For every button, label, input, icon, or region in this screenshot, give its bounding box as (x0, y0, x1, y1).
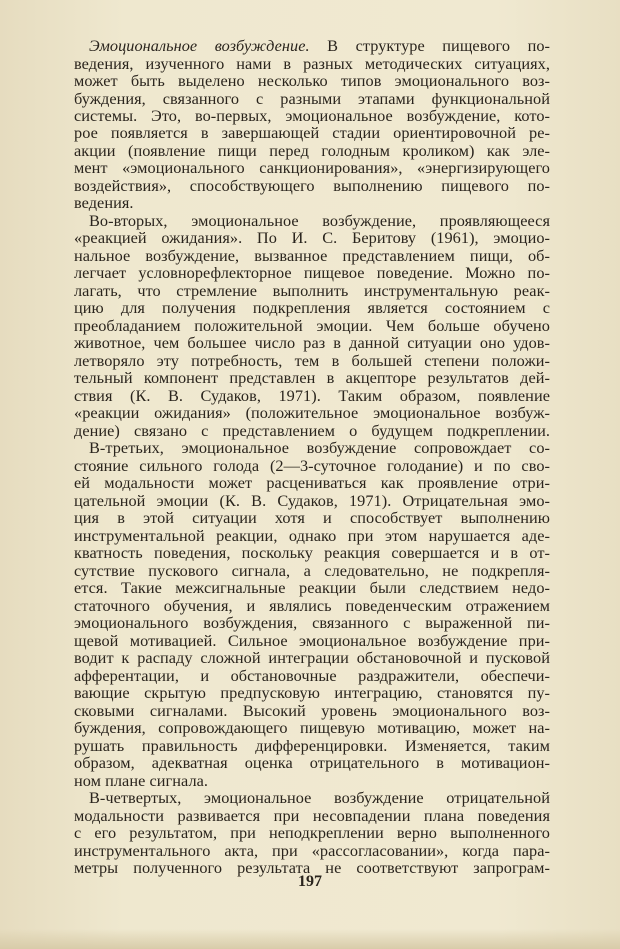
text-line: буждения, связанного с разными этапами функциональной (74, 88, 550, 108)
text-line: нальное возбуждение, вызванное представлением пищи, об- (74, 245, 550, 265)
text-line: преобладанием положительной эмоции. Чем больше обучено (74, 315, 550, 335)
text-line: ется. Такие межсигнальные реакции были следствием недо- (74, 578, 550, 598)
text-line: дение) связано с представлением о будущем подкреплении. (74, 420, 550, 440)
text-line: сутствие пускового сигнала, а следовательно, не подкрепля- (74, 560, 550, 580)
text-line: метры полученного результата не соответствуют запрограм- (74, 858, 550, 877)
text-line: ведения, изученного нами в разных методических ситуациях, (74, 53, 550, 73)
text-line: статочного обучения, и являлись поведенческим отражением (74, 595, 550, 615)
text-line: легчает условнорефлекторное пищевое поведение. Можно по- (74, 263, 550, 283)
text-line: ция в этой ситуации хотя и способствует выполнению (74, 508, 550, 528)
text-line: системы. Это, во-первых, эмоциональное возбуждение, кото- (74, 106, 550, 125)
text-line: сковыми сигналами. Высокий уровень эмоционального воз- (74, 700, 550, 720)
text-line: рое появляется в завершающей стадии ориентировочной ре- (74, 123, 550, 143)
page-number: 197 (298, 873, 322, 890)
text-line: щевой мотивацией. Сильное эмоциональное возбуждение при- (74, 630, 550, 650)
text-line: водит к распаду сложной интеграции обстановочной и пусковой (74, 648, 550, 668)
text-line: образом, адекватная оценка отрицательного в мотивацион- (74, 753, 550, 773)
text-line: кватность поведения, поскольку реакция совершается и в от- (74, 543, 550, 563)
text-line: животное, чем большее число раз в данной ситуации оно удов- (74, 333, 550, 353)
text-line: воздействия», способствующего выполнению пищевого по- (74, 175, 550, 195)
text-line: ведения. (74, 193, 134, 213)
text-line: акции (появление пищи перед голодным кроликом) как эле- (74, 140, 550, 160)
text-line: летворяло эту потребность, тем в большей степени положи- (74, 350, 550, 370)
text-line: лагать, что стремление выполнить инструментальную реак- (74, 280, 550, 300)
text-line: «реакции ожидания» (положительное эмоциональное возбуж- (74, 403, 550, 423)
text-line: мент «эмоционального санкционирования», «энергизирующего (74, 158, 550, 178)
text-line: «реакцией ожидания». По И. С. Беритову (1961), эмоцио- (74, 228, 550, 248)
text-line: тельный компонент представлен в акцепторе результатов дей- (74, 368, 550, 388)
text-line: модальности развивается при несовпадении плана поведения (74, 805, 550, 825)
text-line: вающие скрытую предпусковую интеграцию, становятся пу- (74, 683, 550, 703)
text-line: рушать правильность дифференцировки. Изменяется, таким (74, 735, 550, 755)
text-line: В-четвертых, эмоциональное возбуждение отрицательной (89, 788, 550, 807)
text-line: цию для получения подкрепления является состоянием с (74, 298, 550, 318)
text-line: ей модальности может расцениваться как проявление отри- (74, 473, 550, 493)
text-line: стояние сильного голода (2—3-суточное голодание) и по сво- (74, 455, 550, 475)
text-line: Во-вторых, эмоциональное возбуждение, проявляющееся (89, 210, 550, 230)
text-line: ном плане сигнала. (74, 770, 209, 790)
text-line: с его результатом, при неподкреплении верно выполненного (74, 823, 550, 842)
text-line: афферентации, и обстановочные раздражители, обеспечи- (74, 665, 550, 685)
text-line: может быть выделено несколько типов эмоционального воз- (74, 71, 550, 90)
text-line: инструментальной реакции, однако при этом нарушается аде- (74, 525, 550, 545)
text-line: эмоционального возбуждения, связанного с выраженной пи- (74, 613, 550, 633)
text-line: цательной эмоции (К. В. Судаков, 1971). Отрицательная эмо- (74, 490, 550, 510)
text-line: инструментального акта, при «рассогласовании», когда пара- (74, 840, 550, 860)
text-line: В-третьих, эмоциональное возбуждение сопровождает со- (89, 438, 550, 458)
heading-italic: Эмоциональное возбуждение. (89, 36, 310, 55)
text-line: буждения, сопровождающего пищевую мотивацию, может на- (74, 718, 550, 738)
text-line: ствия (К. В. Судаков, 1971). Таким образом, появление (74, 385, 550, 405)
text-line-rest: В структуре пищевого по- (309, 36, 550, 55)
